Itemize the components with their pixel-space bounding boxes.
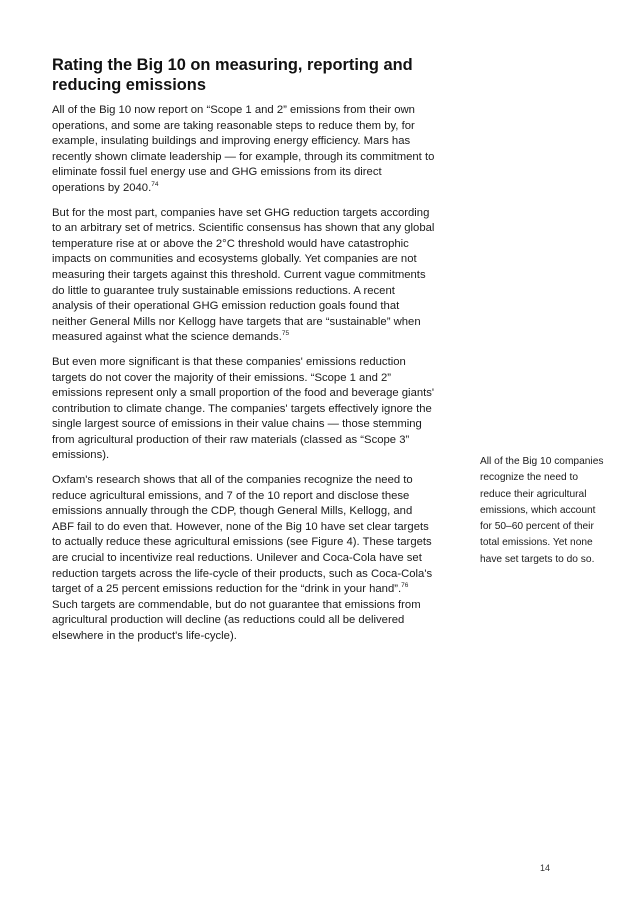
paragraph-1-text: All of the Big 10 now report on “Scope 1 and 2” emissions from their own operations, and some are taking reasonable steps to reduce them by, for example, insulating buildings and improving energy efficiency. Mars has recently shown climate leadership — for example, through its commitment to eliminate fossil fuel energy use and GHG emissions from its direct operations by 2040.: [52, 104, 435, 194]
paragraph-2: [52, 206, 436, 346]
paragraph-3: [52, 355, 436, 464]
paragraph-3-text: But even more significant is that these companies' emissions reduction targets do not cover the majority of their emissions. “Scope 1 and 2” emissions represent only a small proportion of the food and beverage giants' contribution to climate change. The companies' targets effectively ignore the single largest source of emissions in their value chains — those stemming from agricultural production of their raw materials (classed as “Scope 3” emissions).: [52, 355, 435, 462]
paragraph-4-text-before: Oxfam's research shows that all of the companies recognize the need to reduce agricultural emissions, and 7 of the 10 report and disclose these emissions annually through the CDP, though General Mills, Kellogg, and ABF fail to do even that. However, none of the Big 10 have set clear targets to actually reduce these agricultural emissions (see Figure 4). These targets are crucial to incentivize real reductions. Unilever and Coca-Cola have set reduction targets across the life-cycle of their products, such as Coca-Cola's target of a 25 percent emissions reduction for the “drink in your hand”.: [52, 474, 433, 596]
footnote-ref-74: 74: [151, 181, 159, 189]
paragraph-2-text: But for the most part, companies have set GHG reduction targets according to an arbitrary set of metrics. Scientific consensus has shown that any global temperature rise at or above the 2°C threshold would have catastrophic impacts on communities and ecosystems globally. Yet companies are not measuring their targets against this threshold. Current vague commitments do little to guarantee truly sustainable emissions reductions. A recent analysis of their operational GHG emission reduction goals found that neither General Mills nor Kellogg have targets that are “sustainable” when measured against what the science demands.: [52, 206, 435, 344]
page-number: 14: [540, 863, 551, 873]
footnote-ref-76: 76: [401, 582, 409, 590]
main-column: [52, 55, 436, 654]
paragraph-1: [52, 103, 436, 197]
section-title: Rating the Big 10 on measuring, reporting and reducing emissions: [52, 56, 413, 94]
footnote-ref-75: 75: [281, 330, 290, 338]
paragraph-4: [52, 473, 436, 645]
paragraph-4-text-after: Such targets are commendable, but do not guarantee that emissions from agricultural production will decline (as reductions could all be delivered elsewhere in the product's life-cycle).: [52, 598, 421, 642]
sidebar-pull-quote: All of the Big 10 companies recognize the need to reduce their agricultural emissions, which account for 50–60 percent of their total emissions. Yet none have set targets to do so.: [480, 456, 604, 565]
